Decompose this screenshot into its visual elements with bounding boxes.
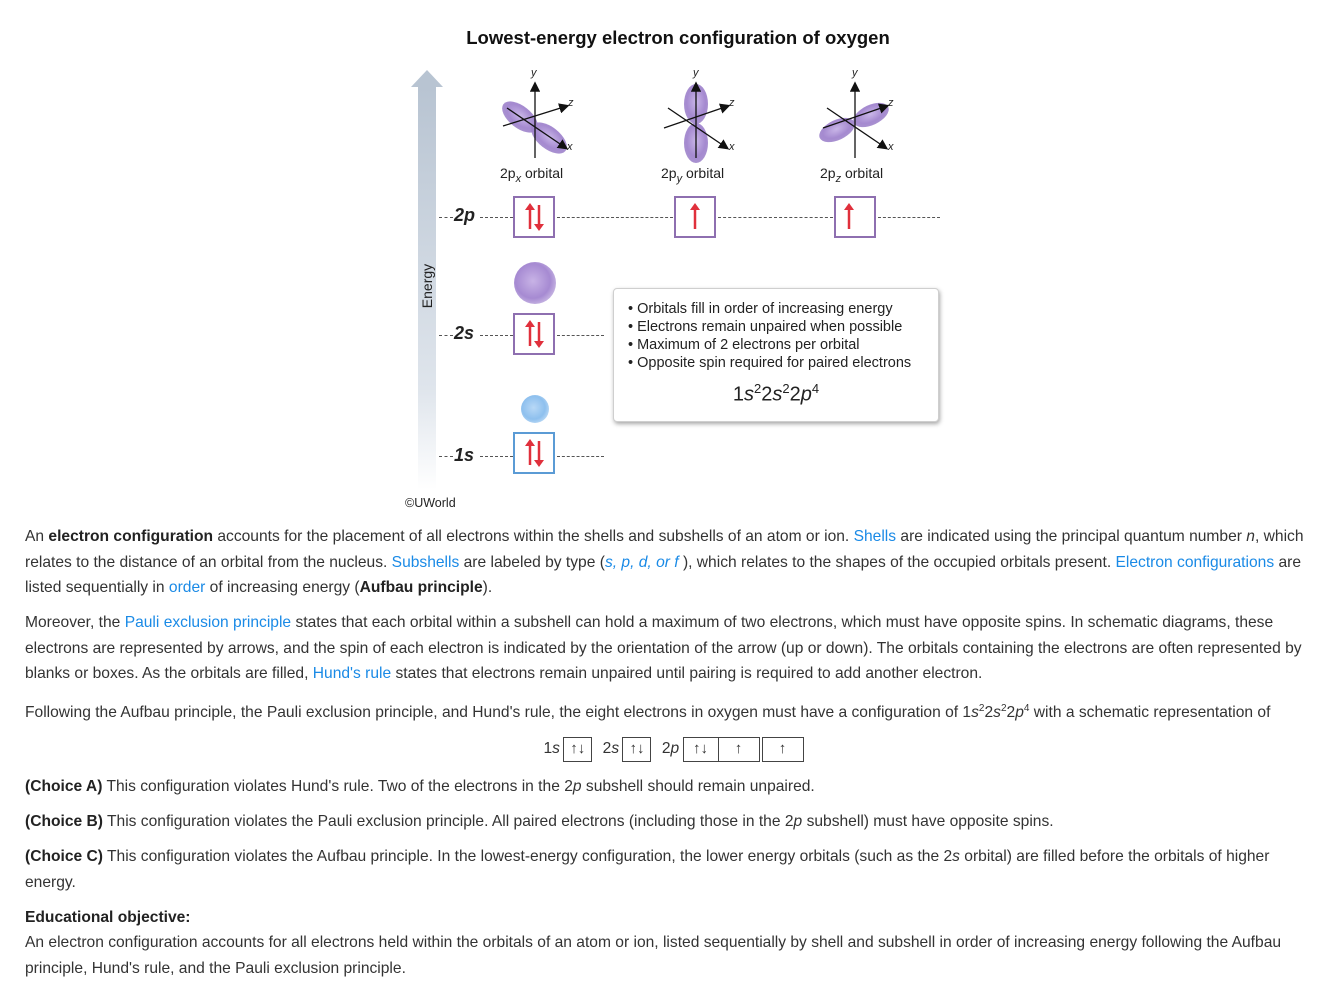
level-line — [557, 456, 604, 457]
orbital-2py-diagram — [664, 84, 728, 163]
orbital-box-1s — [513, 432, 555, 474]
orbital-box-2py — [674, 196, 716, 238]
shells-link[interactable]: Shells — [853, 528, 897, 545]
paragraph-electron-configuration: An electron configuration accounts for the placement of all electrons within the shells and subshells of an atom or ion. Shells are indicated using the principal quantum number n, which relates to the distance of an orbital from the nucleus. Subshells are labeled by type (s, p, d, or f ), which relates to the shapes of the occupied orbitals present. Electron configurations are listed sequentially in order of increasing energy (Aufbau principle). — [25, 528, 1304, 596]
level-line — [480, 217, 513, 218]
paragraph-pauli-hund: Moreover, the Pauli exclusion principle states that each orbital within a subshell can hold a maximum of two electrons, which must have opposite spins. In schematic diagrams, these electrons are represented by arrows, and the spin of each electron is indicated by the orientation of the arrow (up or down). The orbitals containing the electrons are often represented by blanks or boxes. As the orbitals are filled, Hund's rule states that electrons remain unpaired until pairing is required to add another electron. — [25, 614, 1302, 682]
axis-y-label: y — [852, 67, 858, 79]
subshell-types-link[interactable]: s, p, d, or f — [604, 553, 679, 571]
rule-item: • Maximum of 2 electrons per orbital — [628, 337, 860, 353]
educational-objective-heading: Educational objective: — [25, 908, 191, 926]
level-line — [557, 217, 673, 218]
choice-c-explanation: (Choice C) This configuration violates the Aufbau principle. In the lowest-energy configuration, the lower energy orbitals (such as the 2s orbital) are filled before the orbitals of higher energy. — [25, 848, 1270, 891]
axis-x-label: x — [888, 141, 894, 153]
schematic-box: ↑ — [718, 737, 760, 762]
level-2s-label: 2s — [454, 323, 475, 343]
schematic-box: ↑ — [762, 737, 804, 762]
choice-b-explanation: (Choice B) This configuration violates the Pauli exclusion principle. All paired electrons (including those in the 2p subshell) must have opposite spins. — [25, 813, 1054, 831]
orbital-box-2px — [513, 196, 555, 238]
level-line — [878, 217, 940, 218]
orbital-box-2pz — [834, 196, 876, 238]
hunds-rule-link[interactable]: Hund's rule — [312, 665, 392, 682]
explanation-text — [25, 524, 1322, 991]
subshells-link[interactable]: Subshells — [391, 553, 460, 571]
axis-z-label: z — [888, 97, 894, 109]
axis-z-label: z — [729, 97, 735, 109]
level-tick — [439, 217, 453, 218]
axis-x-label: x — [567, 141, 573, 153]
level-line — [557, 335, 604, 336]
level-1s-label: 1s — [454, 445, 475, 465]
rule-item: • Electrons remain unpaired when possible — [628, 319, 903, 335]
figure-title: Lowest-energy electron configuration of oxygen — [466, 27, 890, 48]
up-electron-icon — [676, 198, 714, 236]
axis-y-label: y — [531, 67, 537, 79]
orbital-2px-label: $2p_x$ orbital — [500, 165, 564, 185]
rule-item: • Opposite spin required for paired electrons — [628, 355, 912, 371]
paired-electrons-icon — [515, 198, 553, 236]
pauli-exclusion-link[interactable]: Pauli exclusion principle — [124, 614, 292, 631]
paired-electrons-icon — [515, 315, 553, 353]
level-line — [480, 335, 513, 336]
electron-configurations-link[interactable]: Electron configurations — [1115, 553, 1275, 571]
copyright-notice: ©UWorld — [405, 496, 456, 510]
paragraph-oxygen-configuration: Following the Aufbau principle, the Pauli exclusion principle, and Hund's rule, the eight electrons in oxygen must have a configuration of $1s^22s^22p^4$ with a schematic representation of — [25, 703, 1271, 722]
up-electron-icon — [836, 198, 874, 236]
configuration-formula: $1s^22s^22p^4$ — [732, 381, 820, 406]
schematic-box: ↑↓ — [622, 737, 651, 762]
level-tick — [439, 456, 453, 457]
educational-objective-text: An electron configuration accounts for all electrons held within the orbitals of an atom or ion, listed sequentially by shell and subshell in order of increasing energy following the Aufbau principle, Hund's rule, and the Pauli exclusion principle. — [25, 934, 1282, 977]
order-link[interactable]: order — [168, 579, 206, 596]
orbital-box-2s — [513, 313, 555, 355]
orbital-2s-sphere — [514, 262, 556, 304]
energy-axis-label: Energy — [419, 263, 435, 309]
orbital-2pz-diagram — [816, 84, 893, 158]
axis-x-label: x — [729, 141, 735, 153]
rules-callout — [613, 288, 939, 422]
schematic-representation: 1s ↑↓ 2s ↑↓ 2p ↑↓ ↑ ↑ — [25, 735, 1322, 763]
level-line — [480, 456, 513, 457]
orbital-2pz-label: $2p_z$ orbital — [820, 165, 884, 185]
rule-item: • Orbitals fill in order of increasing energy — [628, 301, 893, 317]
schematic-box: ↑↓ — [563, 737, 592, 762]
orbital-2px-diagram — [497, 84, 573, 160]
choice-a-explanation: (Choice A) This configuration violates Hund's rule. Two of the electrons in the 2p subshell should remain unpaired. — [25, 778, 815, 796]
level-2p-label: 2p — [454, 205, 476, 225]
level-line — [718, 217, 833, 218]
orbital-2py-label: $2p_y$ orbital — [661, 165, 725, 185]
schematic-box: ↑↓ — [683, 737, 719, 762]
axis-z-label: z — [568, 97, 574, 109]
paired-electrons-icon — [515, 434, 553, 472]
level-tick — [439, 335, 453, 336]
orbital-1s-sphere — [521, 395, 549, 423]
axis-y-label: y — [693, 67, 699, 79]
